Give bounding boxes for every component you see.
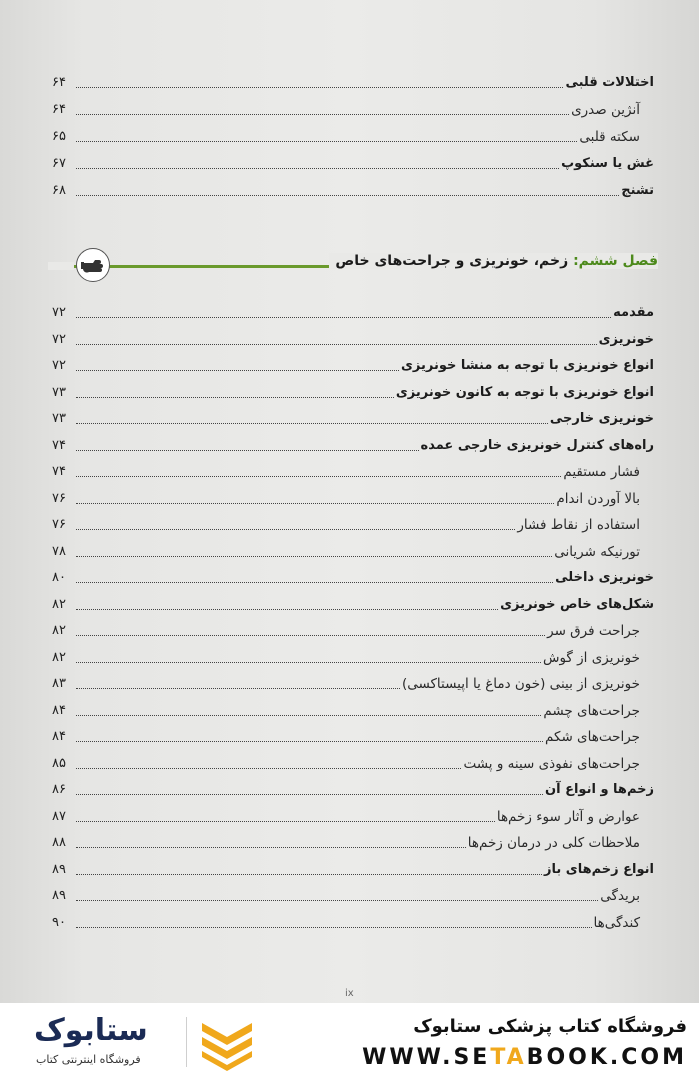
toc-entry-title: انواع خونریزی با توجه به منشا خونریزی xyxy=(401,358,654,373)
toc-entry[interactable] xyxy=(52,565,654,587)
toc-entry[interactable] xyxy=(52,804,654,826)
toc-entry-title: تشنج xyxy=(621,183,654,198)
toc-leader-dots xyxy=(76,768,461,769)
toc-entry[interactable] xyxy=(52,645,654,667)
toc-entry[interactable] xyxy=(52,353,654,375)
toc-entry-page: ۶۴ xyxy=(52,102,66,117)
brand-subtitle: فروشگاه اینترنتی کتاب xyxy=(36,1053,141,1066)
toc-leader-dots xyxy=(76,141,577,142)
toc-leader-dots xyxy=(76,503,554,504)
toc-entry-page: ۷۲ xyxy=(52,358,66,373)
toc-entry-title: شکل‌های خاص خونریزی xyxy=(500,596,654,612)
toc-entry-page: ۸۲ xyxy=(52,596,66,612)
toc-entry[interactable] xyxy=(52,724,654,746)
toc-entry-page: ۸۴ xyxy=(52,702,66,718)
toc-entry-title: آنژین صدری xyxy=(571,102,640,118)
toc-entry[interactable] xyxy=(52,671,654,693)
toc-entry[interactable] xyxy=(52,300,654,322)
toc-entry-page: ۹۰ xyxy=(52,914,66,930)
toc-entry-page: ۷۲ xyxy=(52,331,66,347)
toc-entry-page: ۶۸ xyxy=(52,183,66,198)
toc-leader-dots xyxy=(76,397,394,398)
chapter-title-text: زخم، خونریزی و جراحت‌های خاص xyxy=(335,253,569,269)
toc-entry-title: خونریزی xyxy=(598,331,654,347)
banner-divider xyxy=(186,1017,187,1067)
toc-leader-dots xyxy=(76,195,619,196)
toc-entry[interactable] xyxy=(52,910,654,932)
toc-leader-dots xyxy=(76,423,548,424)
book-logo-icon xyxy=(196,1015,258,1071)
toc-entry[interactable] xyxy=(52,380,654,402)
toc-entry-title: بریدگی xyxy=(600,888,640,904)
toc-entry-title: استفاده از نقاط فشار xyxy=(517,517,640,533)
pointing-hand-icon xyxy=(76,248,110,282)
toc-leader-dots xyxy=(76,168,559,169)
shop-url[interactable]: WWW.SETABOOK.COM xyxy=(362,1045,687,1070)
toc-entry-title: جراحت فرق سر xyxy=(547,623,640,639)
toc-entry[interactable] xyxy=(52,698,654,720)
toc-entry[interactable] xyxy=(52,618,654,640)
toc-entry[interactable] xyxy=(52,883,654,905)
toc-entry[interactable] xyxy=(52,151,654,173)
toc-leader-dots xyxy=(76,370,399,371)
toc-leader-dots xyxy=(76,715,541,716)
toc-leader-dots xyxy=(76,794,543,795)
toc-entry[interactable] xyxy=(52,830,654,852)
toc-entry-page: ۷۸ xyxy=(52,543,66,559)
toc-entry-title: خونریزی از بینی (خون دماغ یا اپیستاکسی) xyxy=(401,676,640,692)
toc-leader-dots xyxy=(76,114,569,115)
shop-name: فروشگاه کتاب پزشکی ستابوک xyxy=(413,1016,687,1037)
toc-entry-page: ۷۴ xyxy=(52,464,66,479)
toc-entry-page: ۸۲ xyxy=(52,649,66,665)
toc-entry-title: خونریزی خارجی xyxy=(549,411,654,426)
toc-leader-dots xyxy=(76,529,515,530)
toc-entry-title: عوارض و آثار سوء زخم‌ها xyxy=(496,808,640,825)
toc-entry-title: جراحت‌های شکم xyxy=(545,729,640,745)
toc-entry[interactable] xyxy=(52,70,654,92)
toc-leader-dots xyxy=(76,609,498,610)
toc-leader-dots xyxy=(76,582,553,583)
toc-leader-dots xyxy=(76,344,597,345)
toc-entry-title: زخم‌ها و انواع آن xyxy=(545,782,654,797)
toc-entry-title: راه‌های کنترل خونریزی خارجی عمده xyxy=(420,437,654,453)
toc-entry[interactable] xyxy=(52,433,654,455)
toc-entry[interactable] xyxy=(52,592,654,614)
toc-entry-page: ۸۳ xyxy=(52,676,66,691)
toc-entry[interactable] xyxy=(52,406,654,428)
toc-entry-page: ۸۴ xyxy=(52,729,66,744)
toc-entry-page: ۷۳ xyxy=(52,411,66,426)
toc-leader-dots xyxy=(76,927,592,928)
toc-entry-page: ۷۳ xyxy=(52,384,66,400)
toc-leader-dots xyxy=(76,874,542,875)
chapter-header xyxy=(48,248,658,280)
toc-entry-page: ۸۰ xyxy=(52,570,66,585)
toc-entry[interactable] xyxy=(52,777,654,799)
toc-leader-dots xyxy=(76,900,598,901)
toc-entry[interactable] xyxy=(52,539,654,561)
toc-entry-page: ۷۴ xyxy=(52,437,66,453)
toc-entry-title: کندگی‌ها xyxy=(593,914,640,931)
toc-entry-page: ۷۶ xyxy=(52,490,66,506)
toc-entry-page: ۸۲ xyxy=(52,623,66,638)
toc-leader-dots xyxy=(76,476,561,477)
toc-leader-dots xyxy=(76,556,552,557)
page-number: ix xyxy=(345,988,354,999)
toc-entry-title: جراحت‌های نفوذی سینه و پشت xyxy=(463,755,640,772)
toc-leader-dots xyxy=(76,317,611,318)
toc-entry-title: انواع زخم‌های باز xyxy=(544,861,654,877)
toc-entry[interactable] xyxy=(52,751,654,773)
toc-entry-title: ملاحظات کلی در درمان زخم‌ها xyxy=(467,835,640,851)
toc-entry-page: ۸۵ xyxy=(52,755,66,771)
toc-entry-title: غش یا سنکوپ xyxy=(561,156,654,171)
toc-entry-title: جراحت‌های چشم xyxy=(543,702,640,719)
toc-entry[interactable] xyxy=(52,512,654,534)
toc-leader-dots xyxy=(76,688,400,689)
toc-entry-page: ۸۶ xyxy=(52,782,66,797)
toc-entry-title: انواع خونریزی با توجه به کانون خونریزی xyxy=(395,384,654,400)
toc-entry-page: ۸۹ xyxy=(52,888,66,903)
toc-entry-page: ۷۲ xyxy=(52,305,66,320)
toc-leader-dots xyxy=(76,847,466,848)
toc-entry-page: ۶۴ xyxy=(52,75,66,90)
toc-entry[interactable] xyxy=(52,97,654,119)
brand-logo-text: ستابوک xyxy=(34,1013,148,1048)
toc-entry-page: ۸۷ xyxy=(52,808,66,824)
toc-leader-dots xyxy=(76,635,545,636)
toc-leader-dots xyxy=(76,87,563,88)
chapter-label: فصل ششم: xyxy=(573,253,658,269)
toc-entry-title: تورنیکه شریانی xyxy=(554,543,640,560)
toc-entry[interactable] xyxy=(52,459,654,481)
chapter-title xyxy=(329,253,658,269)
toc-leader-dots xyxy=(76,450,419,451)
toc-leader-dots xyxy=(76,741,543,742)
toc-entry-page: ۶۷ xyxy=(52,156,66,171)
toc-leader-dots xyxy=(76,821,495,822)
toc-entry[interactable] xyxy=(52,124,654,146)
toc-entry-title: سکته قلبی xyxy=(579,129,640,145)
toc-entry-title: خونریزی داخلی xyxy=(555,570,654,585)
toc-leader-dots xyxy=(76,662,541,663)
toc-entry[interactable] xyxy=(52,327,654,349)
toc-entry-page: ۷۶ xyxy=(52,517,66,532)
toc-entry[interactable] xyxy=(52,857,654,879)
toc-entry-page: ۸۸ xyxy=(52,835,66,850)
toc-entry-title: مقدمه xyxy=(613,305,654,320)
toc-entry-page: ۶۵ xyxy=(52,129,66,144)
toc-entry[interactable] xyxy=(52,178,654,200)
toc-entry-title: بالا آوردن اندام xyxy=(556,490,640,507)
toc-entry-page: ۸۹ xyxy=(52,861,66,877)
toc-entry[interactable] xyxy=(52,486,654,508)
toc-entry-title: فشار مستقیم xyxy=(563,464,640,480)
toc-entry-title: خونریزی از گوش xyxy=(542,649,640,666)
shop-banner xyxy=(0,1003,699,1079)
toc-entry-title: اختلالات قلبی xyxy=(565,75,654,90)
